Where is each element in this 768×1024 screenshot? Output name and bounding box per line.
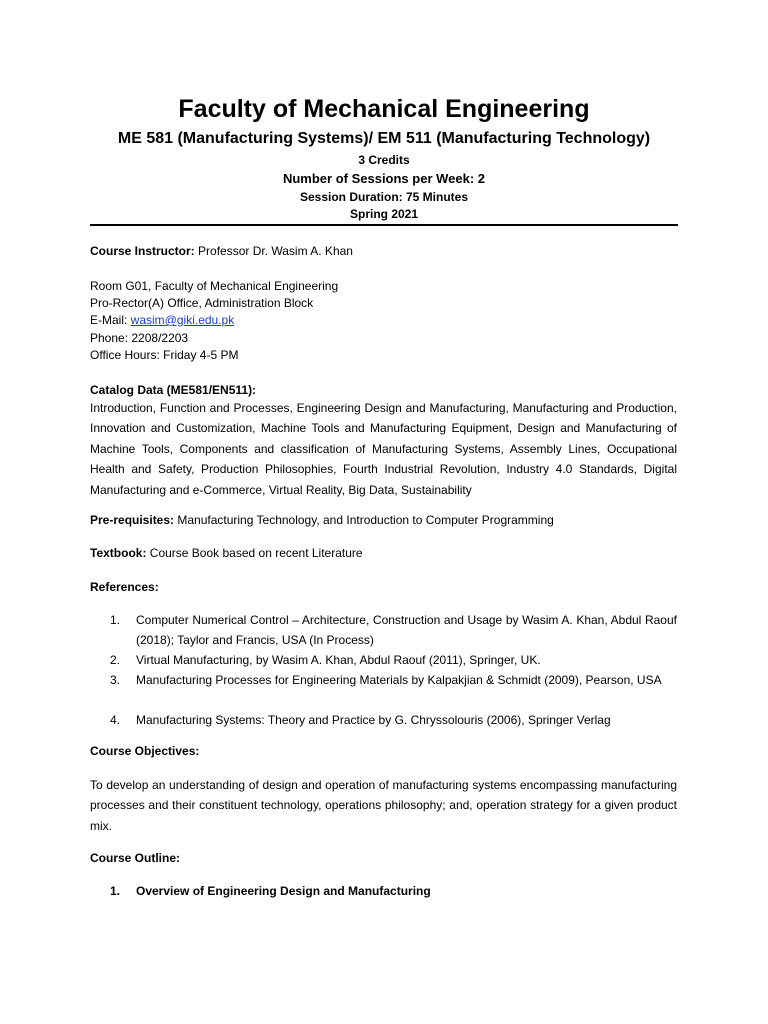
- term: Spring 2021: [349, 207, 419, 221]
- document-title: Faculty of Mechanical Engineering: [178, 95, 590, 123]
- catalog-heading: Catalog Data (ME581/EN511):: [90, 383, 257, 397]
- session-duration: Session Duration: 75 Minutes: [299, 190, 469, 204]
- course-code-title: ME 581 (Manufacturing Systems)/ EM 511 (Manufacturing Technology): [117, 130, 651, 147]
- header-divider: [90, 224, 678, 226]
- textbook-text: Course Book based on recent Literature: [146, 546, 363, 560]
- instructor-label: Course Instructor:: [90, 244, 195, 258]
- reference-number: 1.: [110, 613, 121, 627]
- prereq-line: [90, 512, 554, 529]
- reference-item: Manufacturing Systems: Theory and Practice by G. Chryssolouris (2006), Springer Verlag: [136, 713, 611, 727]
- objectives-text: To develop an understanding of design and operation of manufacturing systems encompassing manufacturing processes and their constituent technology, operations philosophy; and, operation strategy for a given product mix.: [90, 778, 677, 833]
- references-heading: References:: [90, 580, 159, 594]
- outline-item-number: 1.: [110, 884, 121, 898]
- prereq-text: Manufacturing Technology, and Introduction to Computer Programming: [174, 513, 554, 527]
- reference-item: Manufacturing Processes for Engineering Materials by Kalpakjian & Schmidt (2009), Pearson, USA: [136, 673, 662, 687]
- reference-number: 3.: [110, 673, 121, 687]
- reference-number: 2.: [110, 653, 121, 667]
- catalog-text: Introduction, Function and Processes, Engineering Design and Manufacturing, Manufacturing and Production, Innovation and Customization, Machine Tools and Manufacturing Equipment, Design and Manufacturing of Machine Tools, Components and classification of Manufacturing Systems, Assembly Lines, Occupational Health and Safety, Production Philosophies, Fourth Industrial Revolution, Industry 4.0 Standards, Digital Manufacturing and e-Commerce, Virtual Reality, Big Data, Sustainability: [90, 401, 677, 497]
- office-hours: Office Hours: Friday 4-5 PM: [90, 348, 239, 362]
- textbook-label: Textbook:: [90, 546, 147, 560]
- objectives-heading: Course Objectives:: [90, 744, 200, 758]
- instructor-name: Professor Dr. Wasim A. Khan: [194, 244, 353, 258]
- sessions-per-week: Number of Sessions per Week: 2: [282, 171, 486, 186]
- instructor-office: Pro-Rector(A) Office, Administration Block: [90, 296, 314, 310]
- reference-item: Virtual Manufacturing, by Wasim A. Khan, Abdul Raouf (2011), Springer, UK.: [136, 653, 541, 667]
- instructor-line: [90, 243, 353, 260]
- textbook-line: [90, 545, 363, 562]
- prereq-label: Pre-requisites:: [90, 513, 175, 527]
- instructor-phone: Phone: 2208/2203: [90, 331, 189, 345]
- reference-number: 4.: [110, 713, 121, 727]
- reference-item: Computer Numerical Control – Architecture, Construction and Usage by Wasim A. Khan, Abdul Raouf (2018); Taylor and Francis, USA (In Process): [136, 613, 677, 647]
- email-link[interactable]: wasim@giki.edu.pk: [130, 313, 235, 327]
- instructor-room: Room G01, Faculty of Mechanical Engineering: [90, 279, 339, 293]
- credits: 3 Credits: [358, 153, 410, 167]
- email-line: [90, 312, 234, 329]
- outline-heading: Course Outline:: [90, 851, 181, 865]
- outline-item: Overview of Engineering Design and Manufacturing: [136, 884, 431, 898]
- email-label: E-Mail:: [90, 313, 131, 327]
